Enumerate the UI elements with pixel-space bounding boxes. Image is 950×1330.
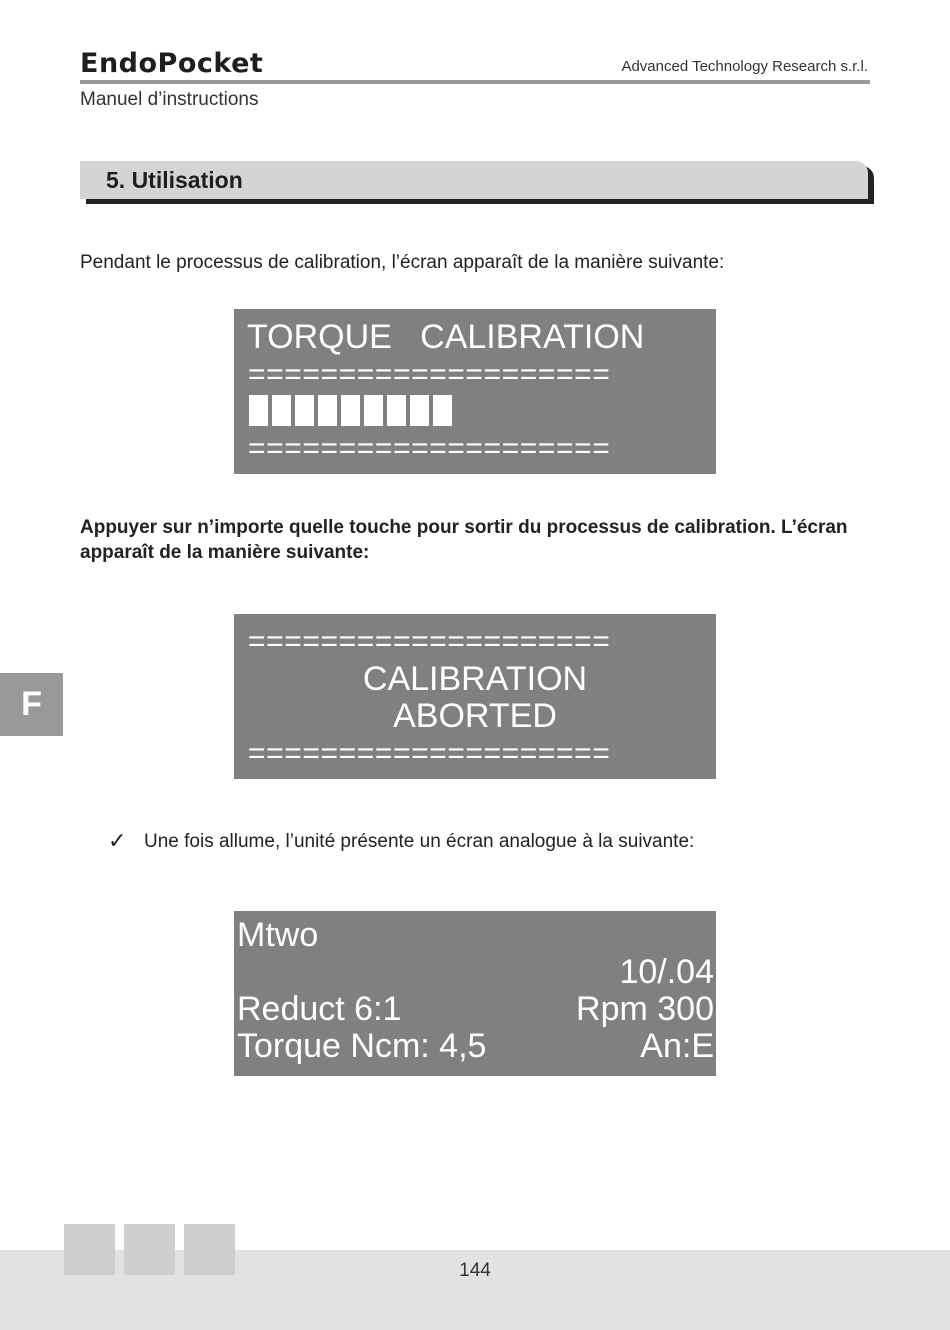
lcd-separator: ====================: [248, 358, 611, 391]
lcd-torque: Torque Ncm: 4,5: [237, 1027, 487, 1065]
lcd-speed: Rpm 300: [576, 990, 714, 1028]
progress-block: [249, 395, 268, 426]
header-divider: [80, 80, 870, 84]
abort-instruction: Appuyer sur n’importe quelle touche pour sortir du processus de calibration. L’écran apparaît de la manière suivante:: [80, 517, 848, 563]
lcd-reduction: Reduct 6:1: [237, 990, 402, 1028]
progress-block: [272, 395, 291, 426]
lcd-separator: ====================: [248, 432, 611, 465]
brand-logo: EndoPocket: [80, 48, 264, 79]
page-number: 144: [459, 1260, 491, 1281]
lcd-file-size: 10/.04: [619, 953, 714, 991]
progress-block: [364, 395, 383, 426]
language-tab: F: [0, 673, 63, 736]
lcd-file-system: Mtwo: [237, 916, 319, 954]
power-on-paragraph: Une fois allume, l’unité présente un écran analogue à la suivante:: [144, 831, 695, 852]
lcd-calibration-screen: [234, 309, 716, 474]
calibration-progress-bar: [249, 395, 452, 426]
lcd-calibration-title: TORQUE CALIBRATION: [247, 318, 645, 356]
progress-block: [433, 395, 452, 426]
lcd-separator: ====================: [248, 625, 611, 658]
intro-paragraph: Pendant le processus de calibration, l’écran apparaît de la manière suivante:: [80, 252, 725, 273]
checkmark-icon: ✓: [108, 828, 127, 853]
progress-block: [410, 395, 429, 426]
lcd-separator: ====================: [248, 737, 611, 770]
manual-subtitle: Manuel d’instructions: [80, 89, 259, 110]
progress-block: [341, 395, 360, 426]
section-title: 5. Utilisation: [106, 167, 243, 193]
lcd-aborted-line2: ABORTED: [393, 697, 557, 735]
progress-block: [387, 395, 406, 426]
lcd-aborted-line1: CALIBRATION: [362, 660, 588, 698]
lcd-main-screen: [234, 911, 716, 1076]
progress-block: [295, 395, 314, 426]
company-name: Advanced Technology Research s.r.l.: [621, 58, 868, 75]
lcd-mode: An:E: [640, 1027, 714, 1065]
progress-block: [318, 395, 337, 426]
lcd-aborted-screen: [234, 614, 716, 779]
